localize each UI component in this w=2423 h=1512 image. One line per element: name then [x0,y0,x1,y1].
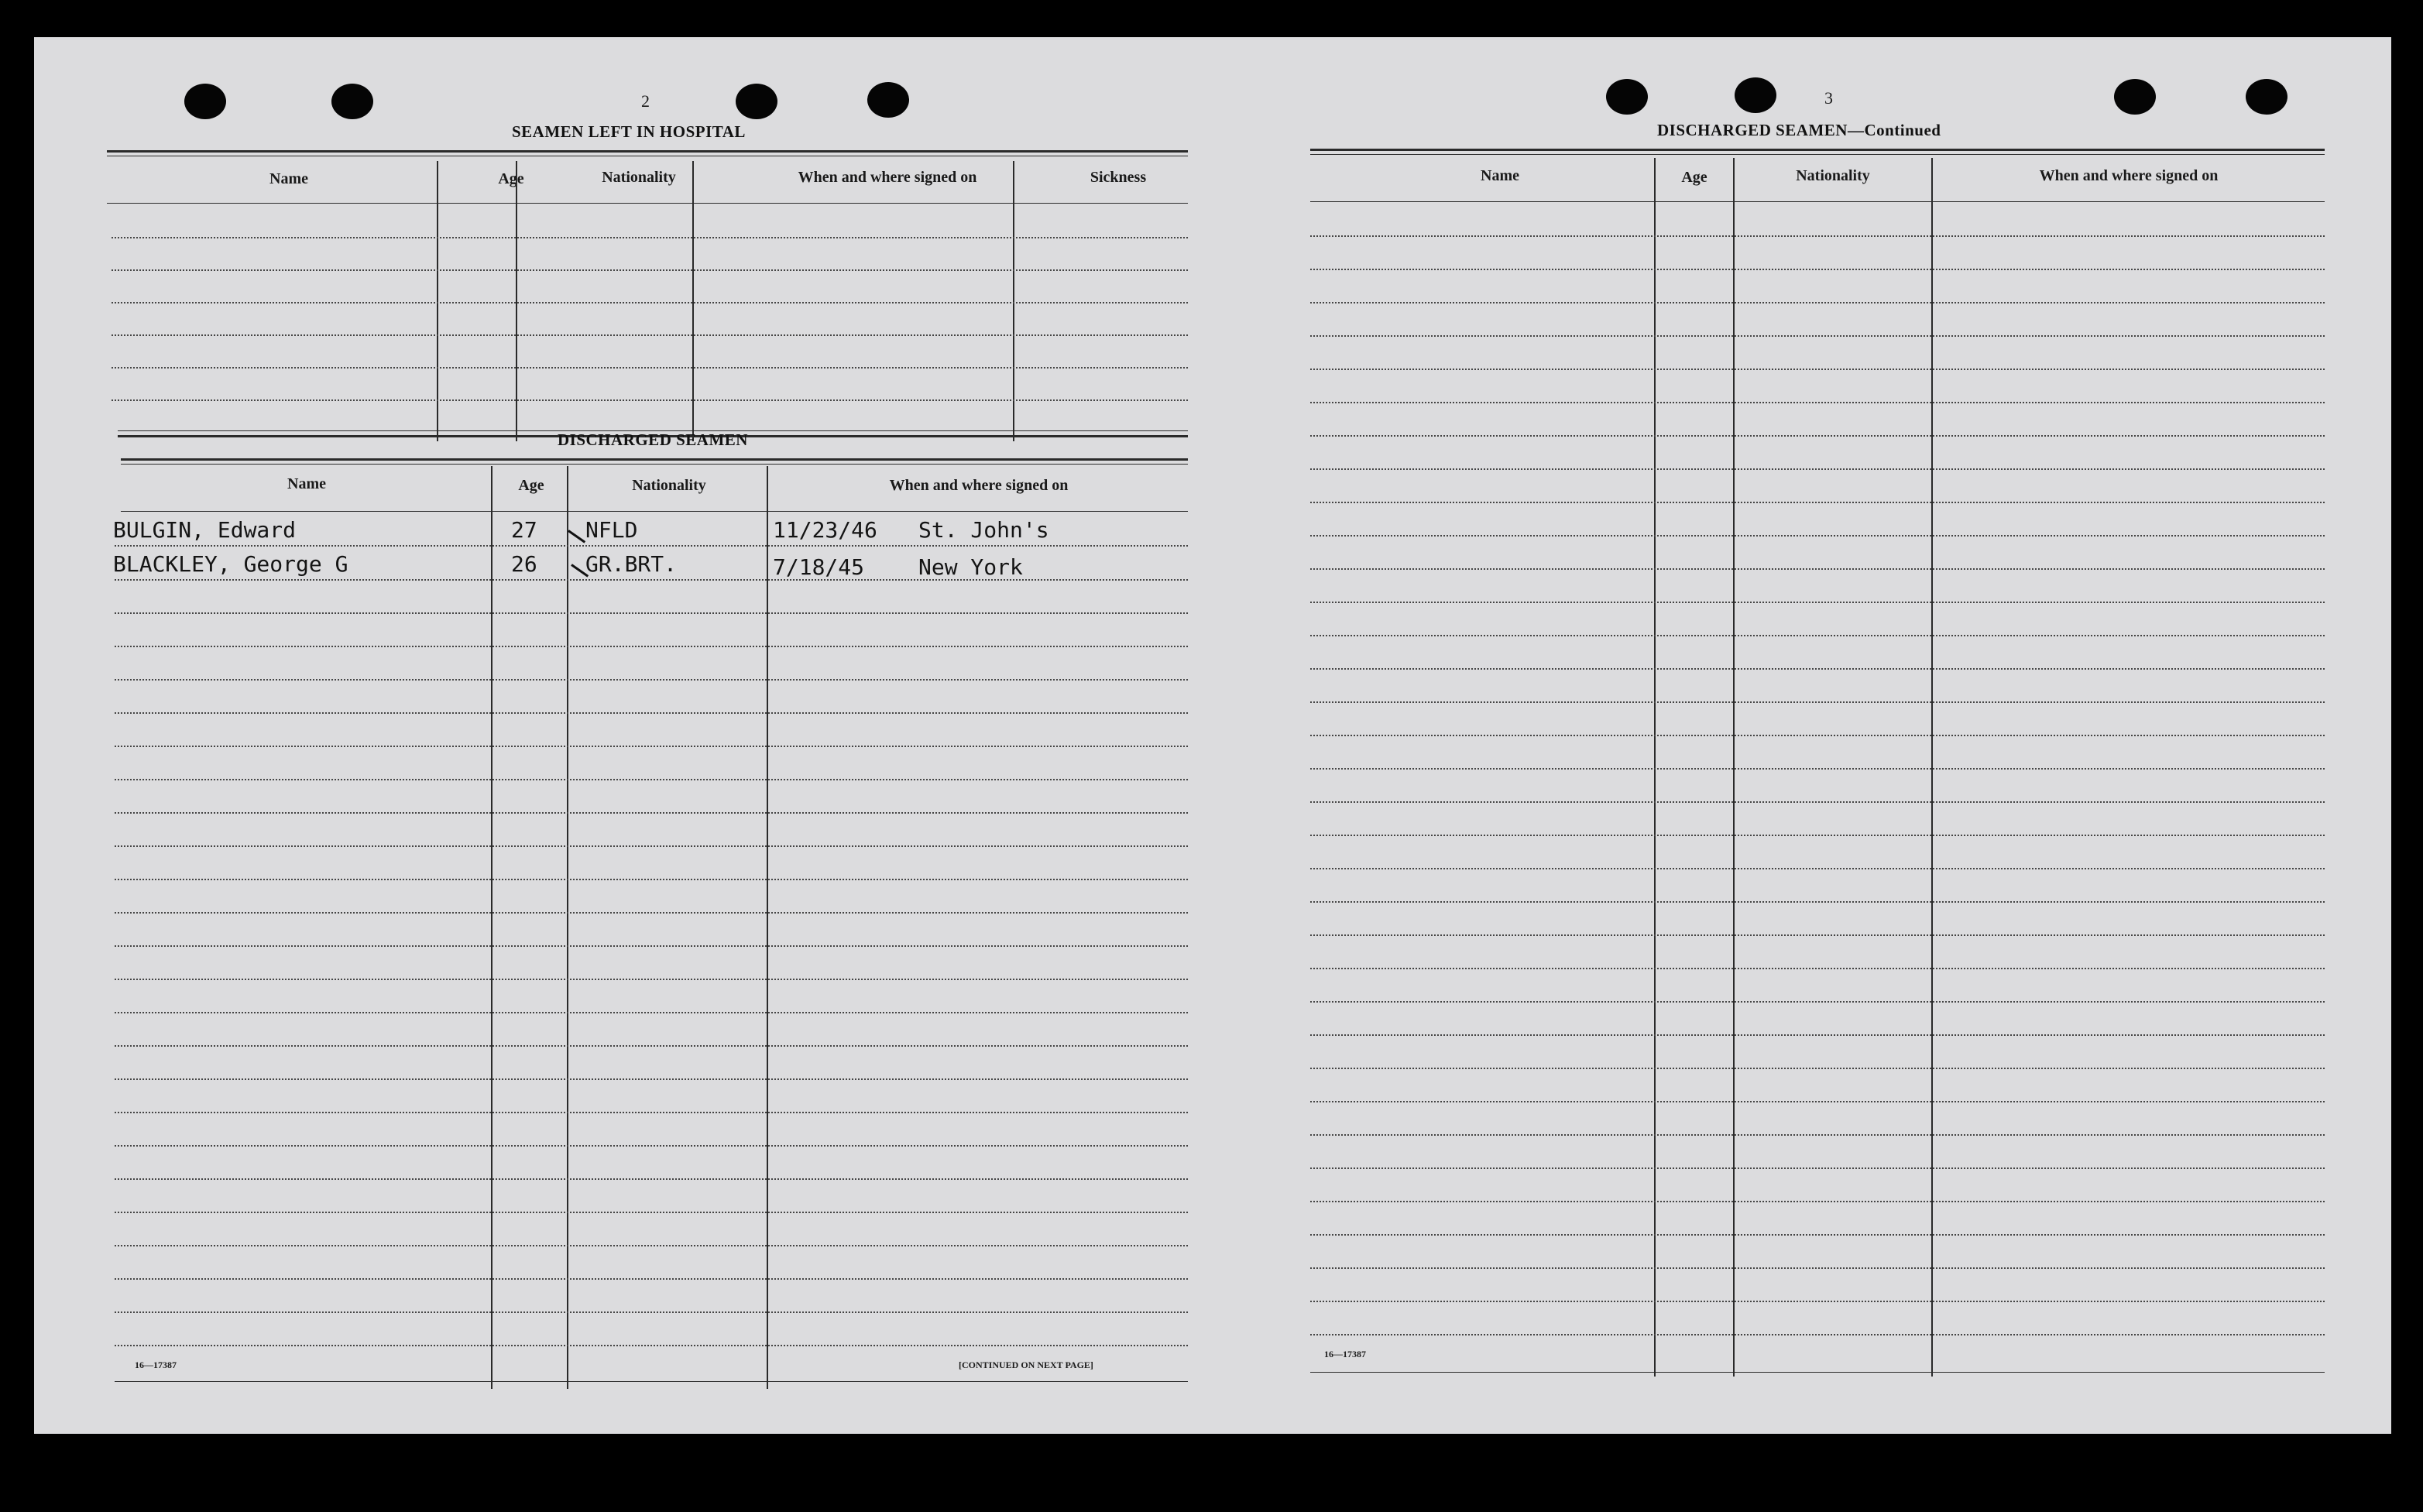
ruled-line [115,579,1188,581]
discharged-continued-title: DISCHARGED SEAMEN—Continued [1657,121,1941,139]
signed-on-place: New York [918,554,1023,580]
bottom-rule [115,1381,1188,1382]
column-divider [491,466,492,1389]
ruled-line [1310,1201,2325,1202]
ruled-line [115,612,1188,614]
ruled-line [1310,835,2325,836]
bottom-rule [1310,1372,2325,1373]
ruled-line [1310,369,2325,370]
continued-note: [CONTINUED ON NEXT PAGE] [959,1359,1093,1370]
ruled-line [1310,1134,2325,1136]
form-number: 16—17387 [1324,1349,1366,1359]
punch-hole [1735,77,1776,113]
ruled-line [1310,901,2325,903]
ruled-line [1310,302,2325,303]
discharged-section-title: DISCHARGED SEAMEN [558,430,748,449]
column-header-signed-on: When and where signed on [889,477,1069,494]
ruled-line [1310,435,2325,437]
section-rule [107,150,1188,153]
ruled-line [1310,635,2325,636]
ruled-line [1310,1301,2325,1302]
ruled-line [112,269,1188,271]
ruled-line [115,679,1188,681]
ruled-line [1310,1034,2325,1036]
ruled-line [1310,735,2325,736]
seaman-age: 27 [511,517,537,543]
section-rule [1310,154,2325,155]
ruled-line [1310,668,2325,670]
signed-on-date: 7/18/45 [773,554,865,580]
ruled-line [115,1345,1188,1346]
seaman-nationality: NFLD [585,517,638,543]
check-mark [568,530,585,543]
ruled-line [115,1145,1188,1147]
ruled-line [115,646,1188,647]
ruled-line [1310,1234,2325,1236]
ruled-line [115,712,1188,714]
ruled-line [112,399,1188,401]
column-header-sickness: Sickness [1090,169,1147,186]
ruled-line [1310,468,2325,470]
column-header-name: Name [287,475,326,492]
ruled-line [112,302,1188,303]
ruled-line [115,545,1188,547]
section-rule [1310,149,2325,151]
column-header-signed-on: When and where signed on [798,169,977,186]
ruled-line [1310,1334,2325,1335]
ruled-line [115,1112,1188,1113]
ruled-line [1310,868,2325,869]
column-divider [567,466,568,1389]
header-rule [107,203,1188,204]
punch-hole [736,84,777,119]
ruled-line [1310,1167,2325,1169]
ruled-line [1310,335,2325,337]
ruled-line [1310,701,2325,703]
ruled-line [1310,402,2325,403]
punch-hole [331,84,373,119]
ruled-line [1310,269,2325,270]
page-number: 3 [1824,88,1833,108]
column-header-age: Age [498,170,524,187]
ruled-line [1310,801,2325,803]
column-header-name: Name [269,170,308,187]
ruled-line [1310,235,2325,237]
ruled-line [115,1078,1188,1080]
ruled-line [1310,1001,2325,1003]
seaman-name: BULGIN, Edward [113,517,297,543]
ruled-line [1310,968,2325,969]
ruled-line [1310,502,2325,503]
ruled-line [1310,1101,2325,1102]
ruled-line [115,1212,1188,1213]
ruled-line [115,1245,1188,1246]
ruled-line [1310,768,2325,770]
column-header-name: Name [1481,167,1519,184]
ruled-line [115,1311,1188,1313]
punch-hole [2246,79,2287,115]
column-header-nationality: Nationality [632,477,706,494]
ruled-line [115,1012,1188,1013]
ruled-line [1310,1068,2325,1069]
ruled-line [1310,535,2325,537]
signed-on-place: St. John's [918,517,1049,543]
punch-hole [184,84,226,119]
ruled-line [115,1045,1188,1047]
form-number: 16—17387 [135,1359,177,1370]
hospital-section-title: SEAMEN LEFT IN HOSPITAL [512,122,746,141]
section-rule [121,464,1188,465]
ruled-line [1310,568,2325,570]
ruled-line [115,1178,1188,1180]
column-header-nationality: Nationality [602,169,676,186]
column-divider [767,466,768,1389]
ruled-line [115,945,1188,947]
column-divider [1931,158,1933,1377]
ruled-line [115,979,1188,980]
punch-hole [867,82,909,118]
ruled-line [1310,602,2325,603]
ruled-line [112,334,1188,336]
header-rule [121,511,1188,512]
column-header-signed-on: When and where signed on [2039,167,2219,184]
ruled-line [115,746,1188,747]
column-divider [1654,158,1656,1377]
ruled-line [115,812,1188,814]
ruled-line [115,879,1188,880]
ruled-line [115,779,1188,780]
punch-hole [2114,79,2156,115]
column-header-age: Age [1681,169,1707,186]
page-number: 2 [641,91,650,111]
ruled-line [115,1278,1188,1280]
ruled-line [112,367,1188,369]
section-rule [121,458,1188,461]
column-header-nationality: Nationality [1796,167,1870,184]
column-header-age: Age [518,477,544,494]
ruled-line [1310,934,2325,936]
ruled-line [115,845,1188,847]
column-divider [1733,158,1735,1377]
seaman-name: BLACKLEY, George G [113,551,348,577]
header-rule [1310,201,2325,202]
ruled-line [112,237,1188,238]
manifest-sheet [34,37,2391,1434]
seaman-age: 26 [511,551,537,577]
ruled-line [1310,1267,2325,1269]
punch-hole [1606,79,1648,115]
ruled-line [115,912,1188,914]
signed-on-date: 11/23/46 [773,517,877,543]
seaman-nationality: GR.BRT. [585,551,678,577]
